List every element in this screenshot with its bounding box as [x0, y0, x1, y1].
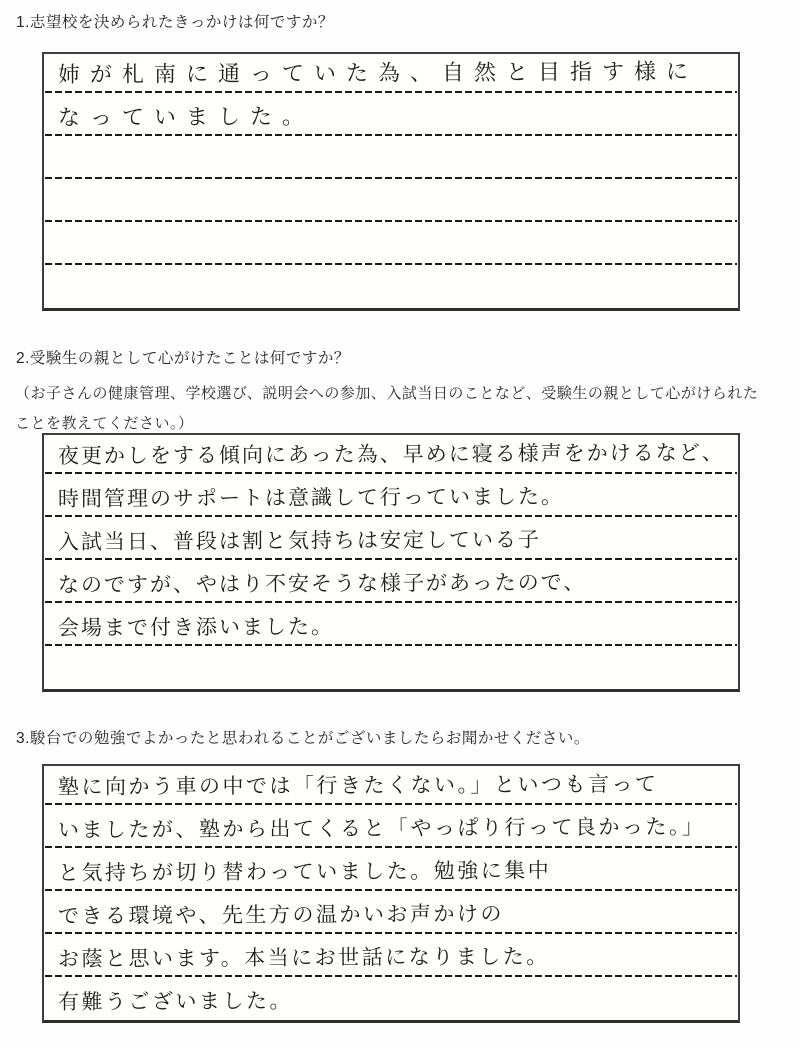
answer-line — [44, 848, 738, 891]
question-2-note — [15, 379, 790, 439]
answer-line — [44, 179, 738, 222]
handwritten-text: 入試当日、普段は割と気持ちは安定している子 — [57, 528, 541, 554]
handwritten-text: 会場まで付き添いました。 — [57, 615, 334, 640]
answer-box-3 — [42, 764, 740, 1023]
handwritten-text: 塾に向かう車の中では「行きたくない。」といつも言って — [57, 772, 659, 799]
handwritten-text: 夜更かしをする傾向にあった為、早めに寝る様声をかけるなど、 — [57, 441, 725, 469]
handwritten-text: と気持ちが切り替わっていました。勉強に集中 — [57, 859, 552, 885]
answer-line — [44, 136, 738, 179]
handwritten-text: なのですが、やはり不安そうな様子があったので、 — [57, 571, 587, 597]
answer-line — [44, 265, 738, 308]
answer-line — [44, 54, 738, 93]
answer-line — [44, 977, 738, 1020]
question-2-label: 2.受験生の親として心がけたことは何ですか？ — [16, 350, 350, 367]
question-2-note-line-2: ことを教えてください。） — [15, 415, 194, 432]
question-3-label: 3.駿台での勉強でよかったと思われることがございましたらお聞かせください。 — [16, 730, 590, 747]
answer-line — [44, 805, 738, 848]
answer-line — [44, 474, 738, 517]
handwritten-text: 時間管理のサポートは意識して行っていました。 — [57, 485, 564, 512]
answer-line — [44, 603, 738, 646]
answer-line — [44, 560, 738, 603]
handwritten-text: できる環境や、先生方の温かいお声かけの — [57, 902, 505, 928]
answer-line — [44, 517, 738, 560]
question-1-label: 1.志望校を決められたきっかけは何ですか？ — [16, 14, 334, 31]
answer-box-2 — [42, 433, 740, 692]
handwritten-text: 姉が札南に通っていた為、自然と目指す様に — [57, 58, 698, 88]
answer-line — [44, 435, 738, 474]
answer-line — [44, 934, 738, 977]
handwritten-text: いましたが、塾から出てくると「やっぱり行って良かった。」 — [57, 815, 706, 842]
handwritten-text: なっていました。 — [57, 103, 315, 131]
question-2-note-line-1: （お子さんの健康管理、学校選び、説明会への参加、入試当日のことなど、受験生の親として心がけられた — [15, 385, 759, 402]
answer-line — [44, 93, 738, 136]
answer-line — [44, 891, 738, 934]
handwritten-text: 有難うございました。 — [57, 989, 293, 1014]
answer-line — [44, 222, 738, 265]
handwritten-text: お蔭と思います。本当にお世話になりました。 — [57, 945, 550, 971]
answer-line — [44, 766, 738, 805]
answer-line — [44, 646, 738, 689]
answer-box-1 — [42, 52, 740, 311]
